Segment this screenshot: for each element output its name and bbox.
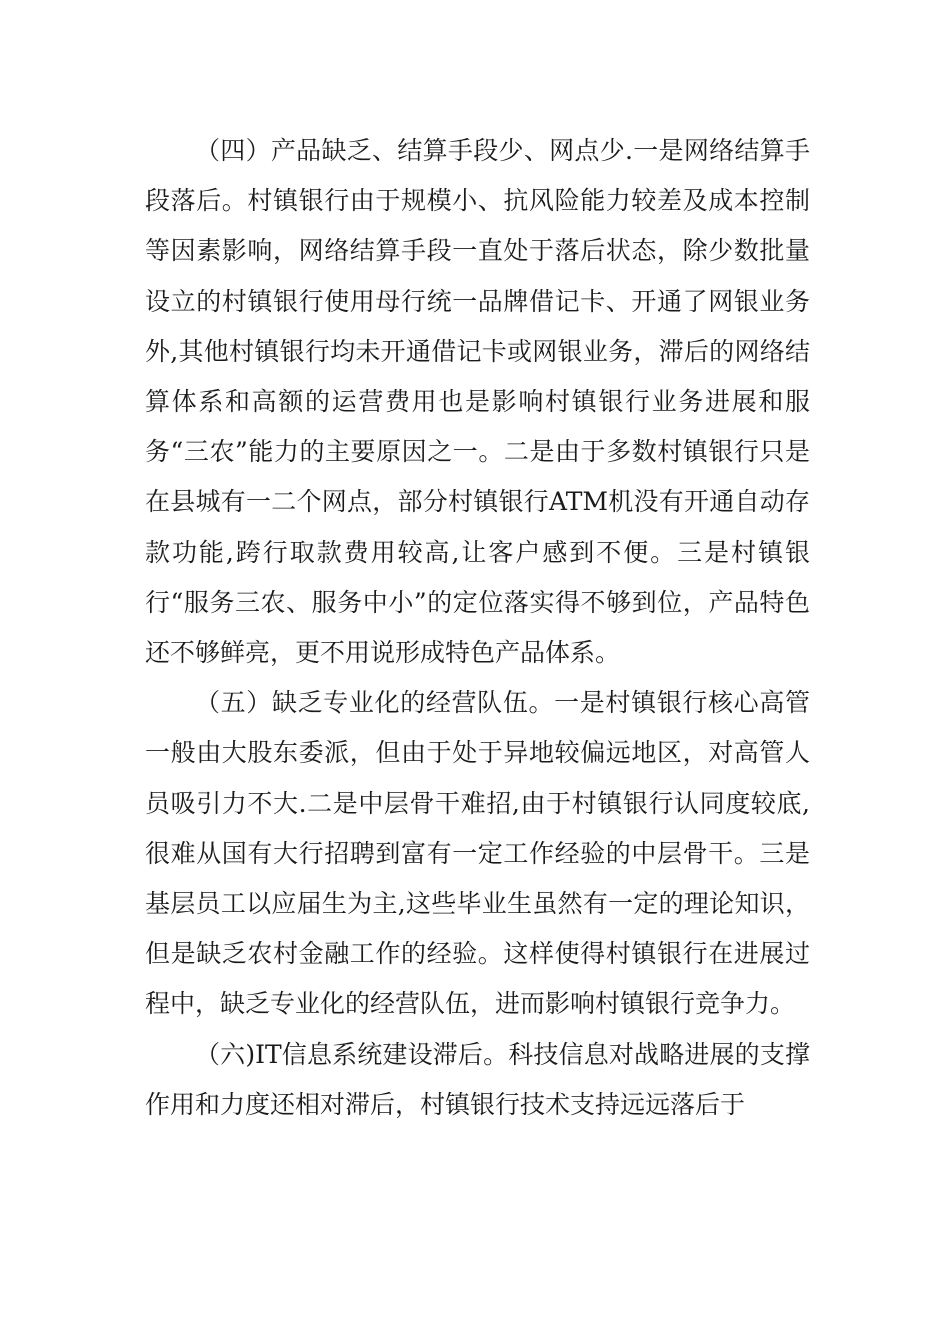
document-body xyxy=(145,126,810,1130)
paragraph-products: （四）产品缺乏、结算手段少、网点少.一是网络结算手段落后。村镇银行由于规模小、抗风险能力较差及成本控制等因素影响，网络结算手段一直处于落后状态，除少数批量设立的村镇银行使用母行统一品牌借记卡、开通了网银业务外,其他村镇银行均未开通借记卡或网银业务，滞后的网络结算体系和高额的运营费用也是影响村镇银行业务进展和服务“三农”能力的主要原因之一。二是由于多数村镇银行只是在县城有一二个网点，部分村镇银行ATM机没有开通自动存款功能,跨行取款费用较高,让客户感到不便。三是村镇银行“服务三农、服务中小”的定位落实得不够到位，产品特色还不够鲜亮，更不用说形成特色产品体系。 xyxy=(145,136,810,668)
paragraph-staffing: （五）缺乏专业化的经营队伍。一是村镇银行核心高管一般由大股东委派，但由于处于异地较偏远地区，对高管人员吸引力不大.二是中层骨干难招,由于村镇银行认同度较底,很难从国有大行招聘到富有一定工作经验的中层骨干。三是基层员工以应届生为主,这些毕业生虽然有一定的理论知识，但是缺乏农村金融工作的经验。这样使得村镇银行在进展过程中，缺乏专业化的经营队伍，进而影响村镇银行竞争力。 xyxy=(145,688,810,1019)
paragraph-it-systems: （六)IT信息系统建设滞后。科技信息对战略进展的支撑作用和力度还相对滞后，村镇银行技术支持远远落后于 xyxy=(145,1039,810,1119)
